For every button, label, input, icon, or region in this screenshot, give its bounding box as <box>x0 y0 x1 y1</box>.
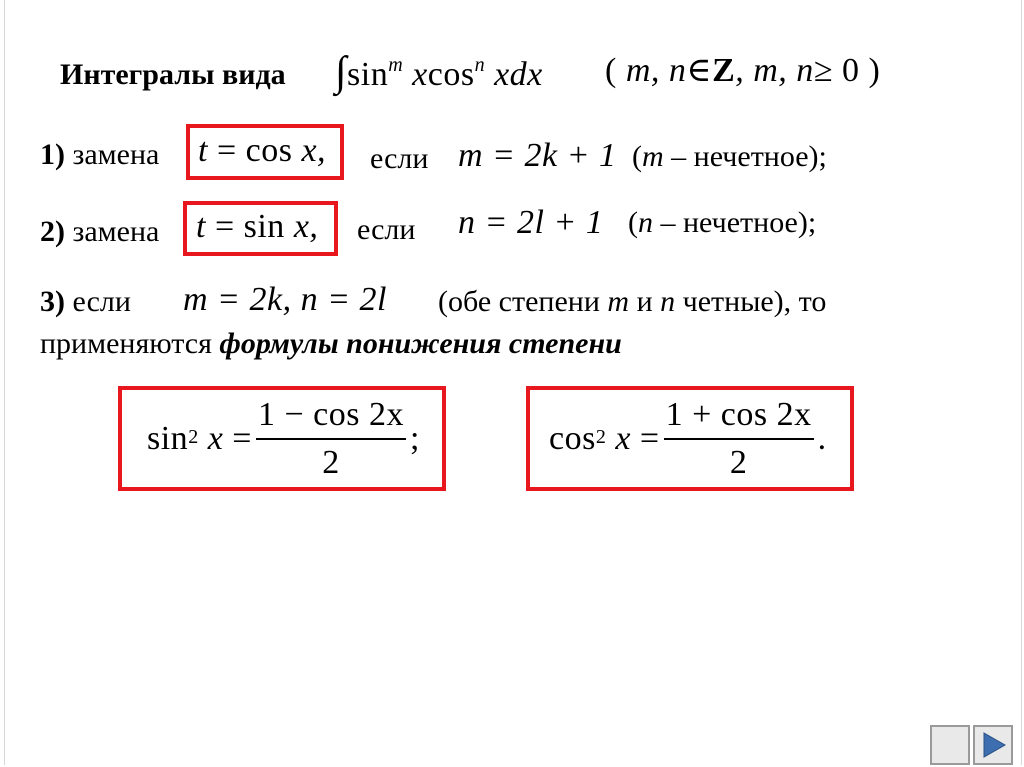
case3-line2: применяются формулы понижения степени <box>40 327 622 360</box>
title-integral: $\int\sin^m$ xcos$^n$ xdx <box>335 49 543 95</box>
integral-sign: ∫ <box>335 49 348 95</box>
formula-sin: sin 2 x = $\frac{1 - \cos 2x}{2}$ ; <box>147 396 420 481</box>
case1-if: если <box>370 142 429 175</box>
case1-substitution: t = cos x, <box>198 132 327 169</box>
formula-cos: cos 2 x = $\frac{1 + \cos 2x}{2}$ . <box>549 396 827 481</box>
slide-frame <box>4 0 1022 765</box>
case2-label: 2) замена <box>40 215 160 248</box>
prev-slide-button[interactable] <box>930 725 970 765</box>
case1-note: (m – нечетное); <box>632 140 827 173</box>
case3-label: 3) если <box>40 285 131 318</box>
prev-icon <box>932 727 968 763</box>
case2-condition: n = 2l + 1 <box>458 204 604 241</box>
case1-condition: m = 2k + 1 <box>458 137 617 174</box>
case2-substitution: t = sin x, <box>196 208 319 245</box>
next-slide-button[interactable] <box>973 725 1013 765</box>
case3-condition: m = 2k, n = 2l <box>183 281 387 318</box>
case2-note: (n – нечетное); <box>628 206 817 239</box>
play-next-icon <box>975 727 1011 763</box>
title-condition: ( m, n∈Z, m, n≥ 0 ) <box>605 52 881 89</box>
formula-sin-fraction: $\frac{1 - \cos 2x}{2}$ <box>257 396 404 481</box>
case2-if: если <box>357 213 416 246</box>
formula-cos-fraction: $\frac{1 + \cos 2x}{2}$ <box>665 396 812 481</box>
title-label: Интегралы вида <box>60 58 286 91</box>
case3-note: (обе степени m и n четные), то <box>438 285 827 318</box>
case1-label: 1) замена <box>40 138 160 171</box>
